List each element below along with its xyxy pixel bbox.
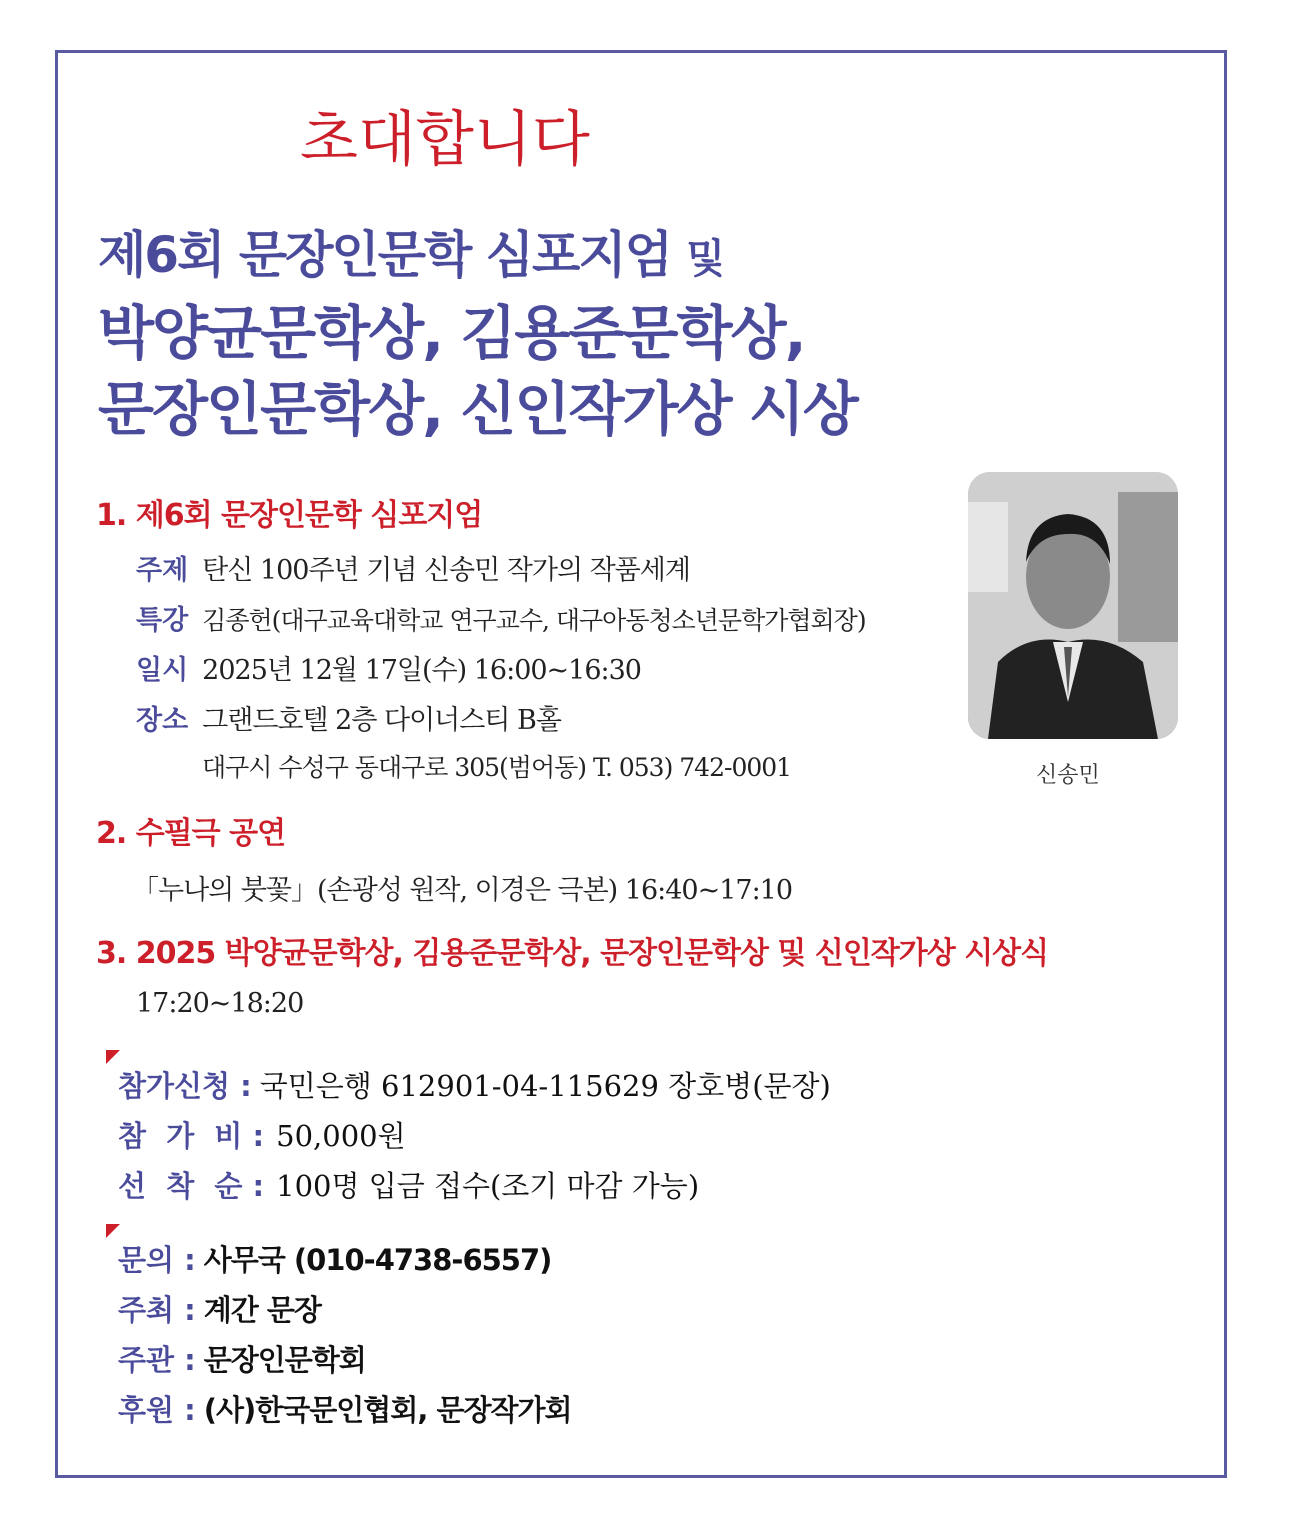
- organizer-label: 주관 :: [118, 1343, 196, 1377]
- sponsor-row: [118, 1388, 572, 1429]
- section2-heading: 2. 수필극 공연: [96, 816, 286, 851]
- fee-value: 50,000원: [276, 1119, 406, 1153]
- corner-mark: [106, 1224, 120, 1238]
- ceremony-time: 17:20~18:20: [136, 988, 304, 1019]
- title-main: 문장인문학 심포지엄: [238, 226, 671, 284]
- portrait-illustration: [968, 472, 1178, 739]
- fee-row: [118, 1114, 406, 1155]
- detail-value: 2025년 12월 17일(수) 16:00~16:30: [202, 655, 641, 686]
- fee-label: 참 가 비 :: [118, 1119, 265, 1153]
- detail-value: 그랜드호텔 2층 다이너스티 B홀: [202, 705, 561, 736]
- capacity-value: 100명 입금 접수(조기 마감 가능): [276, 1169, 700, 1203]
- title-line-1: [98, 215, 723, 287]
- host-value: 계간 문장: [203, 1293, 321, 1327]
- detail-row: [136, 598, 866, 637]
- registration-value: 국민은행 612901-04-115629 장호병(문장): [259, 1069, 831, 1103]
- contact-row: [118, 1238, 551, 1279]
- detail-label: 일시: [136, 655, 189, 686]
- detail-label: 특강: [136, 605, 189, 636]
- contact-label: 문의 :: [118, 1243, 196, 1277]
- photo-caption: 신송민: [1036, 763, 1100, 788]
- detail-label: 장소: [136, 705, 189, 736]
- organizer-value: 문장인문학회: [203, 1343, 366, 1377]
- title-line-3: 문장인문학상, 신인작가상 시상: [98, 375, 857, 443]
- section1-heading: 1. 제6회 문장인문학 심포지엄: [96, 498, 483, 533]
- capacity-label: 선 착 순 :: [118, 1169, 265, 1203]
- performance-detail: 「누나의 붓꽃」(손광성 원작, 이경은 극본) 16:40~17:10: [132, 875, 793, 906]
- registration-row: [118, 1064, 831, 1105]
- detail-value: 탄신 100주년 기념 신송민 작가의 작품세계: [202, 555, 690, 586]
- detail-row: [136, 648, 641, 687]
- corner-mark: [106, 1050, 120, 1064]
- host-row: [118, 1288, 321, 1329]
- contact-value: 사무국 (010-4738-6557): [203, 1243, 552, 1277]
- venue-address: 대구시 수성구 동대구로 305(범어동) T. 053) 742-0001: [202, 753, 792, 782]
- sponsor-label: 후원 :: [118, 1393, 196, 1427]
- title-suffix: 및: [686, 236, 723, 282]
- title-line-2: 박양균문학상, 김용준문학상,: [98, 299, 805, 367]
- detail-row: [136, 548, 690, 587]
- registration-label: 참가신청 :: [118, 1069, 252, 1103]
- invite-heading: 초대합니다: [300, 105, 590, 175]
- detail-value: 김종헌(대구교육대학교 연구교수, 대구아동청소년문학가협회장): [202, 606, 866, 635]
- sponsor-value: (사)한국문인협회, 문장작가회: [203, 1393, 572, 1427]
- capacity-row: [118, 1164, 699, 1205]
- title-prefix: 제6회: [98, 226, 224, 284]
- author-photo: [968, 472, 1178, 739]
- host-label: 주최 :: [118, 1293, 196, 1327]
- section3-heading: 3. 2025 박양균문학상, 김용준문학상, 문장인문학상 및 신인작가상 시상식: [96, 936, 1049, 971]
- organizer-row: [118, 1338, 366, 1379]
- detail-row: [136, 698, 561, 737]
- detail-label: 주제: [136, 555, 189, 586]
